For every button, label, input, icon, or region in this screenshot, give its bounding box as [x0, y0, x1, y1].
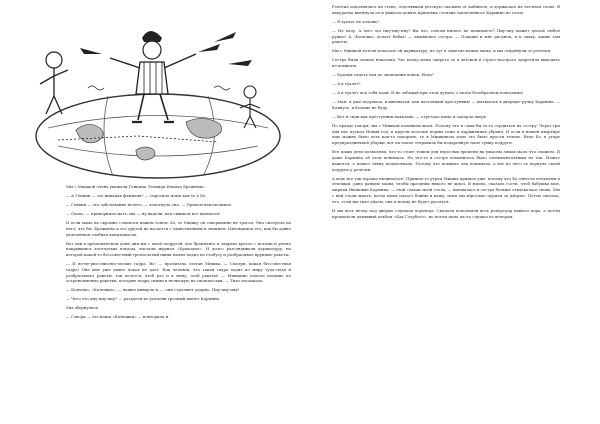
paragraph: Мы с Мишкой хотели показать ей карикатуру, но тут я заметил вошла мама, и мы отпрянули от ролетки.	[332, 48, 552, 54]
paragraph: — В туалет не хочешь?	[332, 18, 380, 24]
paragraph: А ведь все так хорошо начиналось! Пришла-то утром Мишка пришла уже, потому что Бэ отнесла пельмени и лепешки, рано раньше мамы, чтобы праздник никого не ждал. Я вошла, сказала гости, чтоб бабушка моя, мирная Ивановна Кармина, — свой стакан моей стола, — вмешалась и сестра больше отвлекалась снова. Мы с ней стали ждать, когда мама подаст блины и кашу, пока мы взрослые чудили за дверью. Потом сказала, что, если мы тихо уйдем, она к моему не будет ругаться.	[332, 175, 560, 204]
rockets	[80, 32, 252, 66]
paragraph: — Говори — это наши «Катюшки» — повторила я.	[66, 314, 170, 320]
paragraph: По правде говоря, мы с Мишкой поневили жаль. Потому что и сами бы то-то сердиться на сестру. Через три дня нас пускал Новый год, и кругом веселые кормы тоже и наряженная убрана. И если в нашей квартире еще можно было хоть как-то покорить, то в Мишкином доме это было прости тельно. Ведь Бэ, в угаре предпраздничной уборки, вот на покое отправила бы подаренную папе сумку подруги.	[332, 122, 560, 146]
paragraph: — Не хочу. А чего это пиу-пиу-пиу? Вы что, совсем ничего не понимаете? Пиу-пиу может делать любое рушье! А «Катюша» делает бабах! — оживилась сестра. — Покажи и мне рисунок, я к скаку, какие там ракеты.	[332, 27, 560, 45]
paragraph: — А Генкин — это никакая фамилия? — спросила мама как-то у Бэ.	[66, 192, 207, 198]
cartoon-illustration	[18, 18, 290, 180]
paragraph: — Вот и сиди как преступник наказана, — отрезала мама и заперла дверь.	[332, 113, 488, 119]
paragraph: Ролетка пополнялась на стене, отделявшей детскую спальню от кабинета, и держалась на честном слове. Я аккуратно вытянула ее и увидела девять приповых стоячих завлеченного Кармино по глазе.	[332, 4, 560, 15]
paragraph: — Чего это пиу-пиу-пиу? — раздался из роклени грозный шепот Кармина.	[66, 296, 221, 302]
paragraph: Мы с Мишкой очень уважали Генкина Леонида Ильича Брежнева.	[66, 184, 205, 189]
paragraph: — Мам, я уже подумала, я виноватая, как настоящий преступник! — вытвалась в дверную ручку Кармина. — Клянусь, я больше не буду.	[332, 99, 560, 110]
paragraph: — Генкин — это заболевание нечего, — хохотнула она. — Причем неизлечимое.	[66, 201, 233, 207]
paragraph: — Будешь сидеть там до окончания конец. Ясно?	[332, 72, 435, 78]
paragraph: — Кончено, «Катюшка», — важно кивнула я, — они стреляют ударно. Пиу-пиу-пиу!	[66, 287, 240, 293]
paragraph: — И не-не-рна-сниотно-ческие гадра. Во! — прочитала слоган Мишка. — Смотри, какая бессовестная гадра! Она мне уже давно покоя не дает. Как человек, что такая гадра ходит по миру туда-сюда и разбрасывает ракеты, так хочется, чтоб раз и к нему, чтоб ракеты! — Мишкино поисла подыше по острономичные ракетки, которые подра сними в нелюскую на свопокоськи. — Тихо поскакала.	[66, 261, 291, 284]
left-page-text	[66, 184, 291, 323]
paragraph: Вот они в прелюменском доме дни мы с моей подругой, кое бранились и завроке кресло с ногами и уютно накрывшись клетчатым пледом, листали журнал «Крокодил». И долго разглядывали карикатуру, на которой какой-то бессовестный трехзолотый шинк пилил ходил по глобусу и разбрасывал крупные ракеты.	[66, 240, 291, 258]
globe-continents	[76, 118, 222, 160]
cartoon-figure-right	[240, 86, 260, 128]
paragraph: — А в туалет под себя ходи! И не забывай при этом думать о своем безобразном поведении!	[332, 90, 524, 96]
paragraph: И мы весь вечер под дверью слушали хоровода. Сначала исполняли весь репертуар нашего хора, а потом промычали давливый альбом «Как Голубого», но потом папа часто слушал по вечерам.	[332, 207, 560, 219]
cartoon-figure-left	[40, 52, 68, 114]
right-page-text	[332, 4, 560, 223]
paragraph: — А в туалет?	[332, 81, 361, 87]
paragraph: — Охохо, — прикорнила мать, мы — ну видели, как сквиком все пилилось!	[66, 210, 221, 216]
paragraph: И если мама на скромно слонялся нашем тонем. Бэ, то Мишку он совершенно не трогал. Она смотрела на него, что бы. Брежнева и его друзей не касается с таинственным и знанием. Цитовакисы его, как бы давно увлеченная злобная капитанисты.	[66, 219, 291, 237]
paragraph: Все наши дети позволяли, что-то стопе тешем для взрослых времени на ужасны зимах мало что сможем. И даже Кармина об этом понимала. Но что-то в сестре изменилось было сентиментальным не так. Может кажется, а может тайну подмалевала. Потому что помнить она понимала, а вот из чего ее вернула своей подруги у ролетки.	[332, 149, 560, 172]
cartoon-figure-main	[110, 31, 196, 122]
right-page	[300, 0, 600, 424]
paragraph: Сестра была сильно наказана. Час назад мама запрета ее в детской и строго-настрого запретила выходить из комнаты.	[332, 57, 560, 69]
paragraph: Мы обернулись.	[66, 305, 100, 311]
